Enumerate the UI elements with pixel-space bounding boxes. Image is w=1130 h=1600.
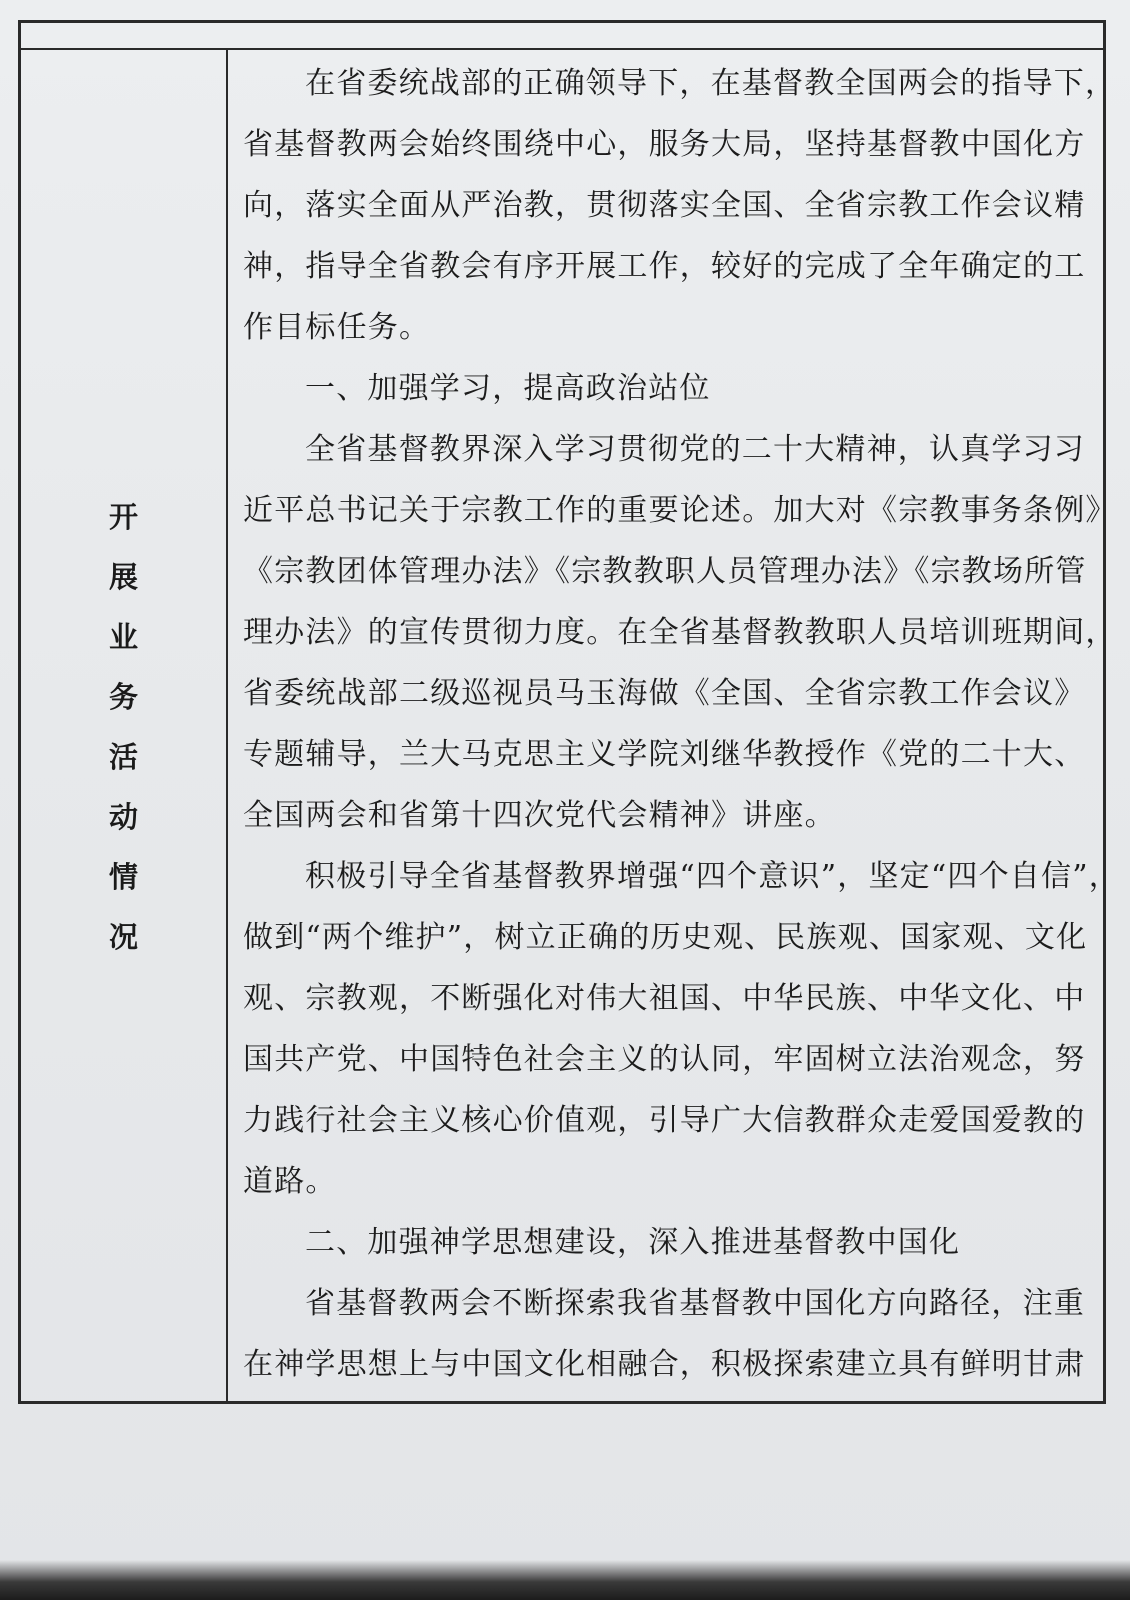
text-line: 理办法》的宣传贯彻力度。在全省基督教教职人员培训班期间， [243,615,1117,650]
text-line: 省基督教两会不断探索我省基督教中国化方向路径，注重 [305,1286,1085,1321]
text-line: 向，落实全面从严治教，贯彻落实全国、全省宗教工作会议精 [243,188,1086,223]
section-heading: 二、加强神学思想建设，深入推进基督教中国化 [305,1225,961,1260]
text-line: 《宗教团体管理办法》《宗教教职人员管理办法》《宗教场所管 [243,554,1087,589]
text-line: 专题辅导，兰大马克思主义学院刘继华教授作《党的二十大、 [243,737,1086,772]
photo-shadow [0,1560,1130,1600]
text-line: 全国两会和省第十四次党代会精神》讲座。 [243,798,836,833]
label-char: 况 [108,919,138,954]
text-line: 全省基督教界深入学习贯彻党的二十大精神，认真学习习 [305,432,1085,467]
label-char: 活 [108,739,138,774]
content-cell [243,53,1120,1395]
label-char: 动 [108,799,138,834]
text-line: 近平总书记关于宗教工作的重要论述。加大对《宗教事务条例》 [243,493,1117,528]
column-divider [226,50,228,1401]
label-char: 务 [108,679,138,714]
text-line: 省基督教两会始终围绕中心，服务大局，坚持基督教中国化方 [243,127,1086,162]
text-line: 力践行社会主义核心价值观，引导广大信教群众走爱国爱教的 [243,1103,1086,1138]
text-line: 省委统战部二级巡视员马玉海做《全国、全省宗教工作会议》 [243,676,1086,711]
text-line: 作目标任务。 [243,310,431,345]
text-line: 观、宗教观，不断强化对伟大祖国、中华民族、中华文化、中 [243,981,1086,1016]
text-line: 做到“两个维护”，树立正确的历史观、民族观、国家观、文化 [243,920,1088,955]
label-char: 展 [108,559,138,594]
text-line: 国共产党、中国特色社会主义的认同，牢固树立法治观念，努 [243,1042,1086,1077]
section-heading: 一、加强学习，提高政治站位 [305,371,711,406]
label-char: 业 [108,619,138,654]
label-vertical-text [109,487,138,967]
form-table [18,20,1120,1404]
label-char: 情 [108,859,138,894]
text-line: 神，指导全省教会有序开展工作，较好的完成了全年确定的工 [243,249,1086,284]
text-line: 积极引导全省基督教界增强“四个意识”，坚定“四个自信”， [305,859,1120,894]
text-line: 道路。 [243,1164,337,1199]
label-cell [21,52,226,1401]
text-line: 在省委统战部的正确领导下，在基督教全国两会的指导下， [305,66,1117,101]
text-line: 在神学思想上与中国文化相融合，积极探索建立具有鲜明甘肃 [243,1347,1086,1382]
label-char: 开 [108,499,138,534]
